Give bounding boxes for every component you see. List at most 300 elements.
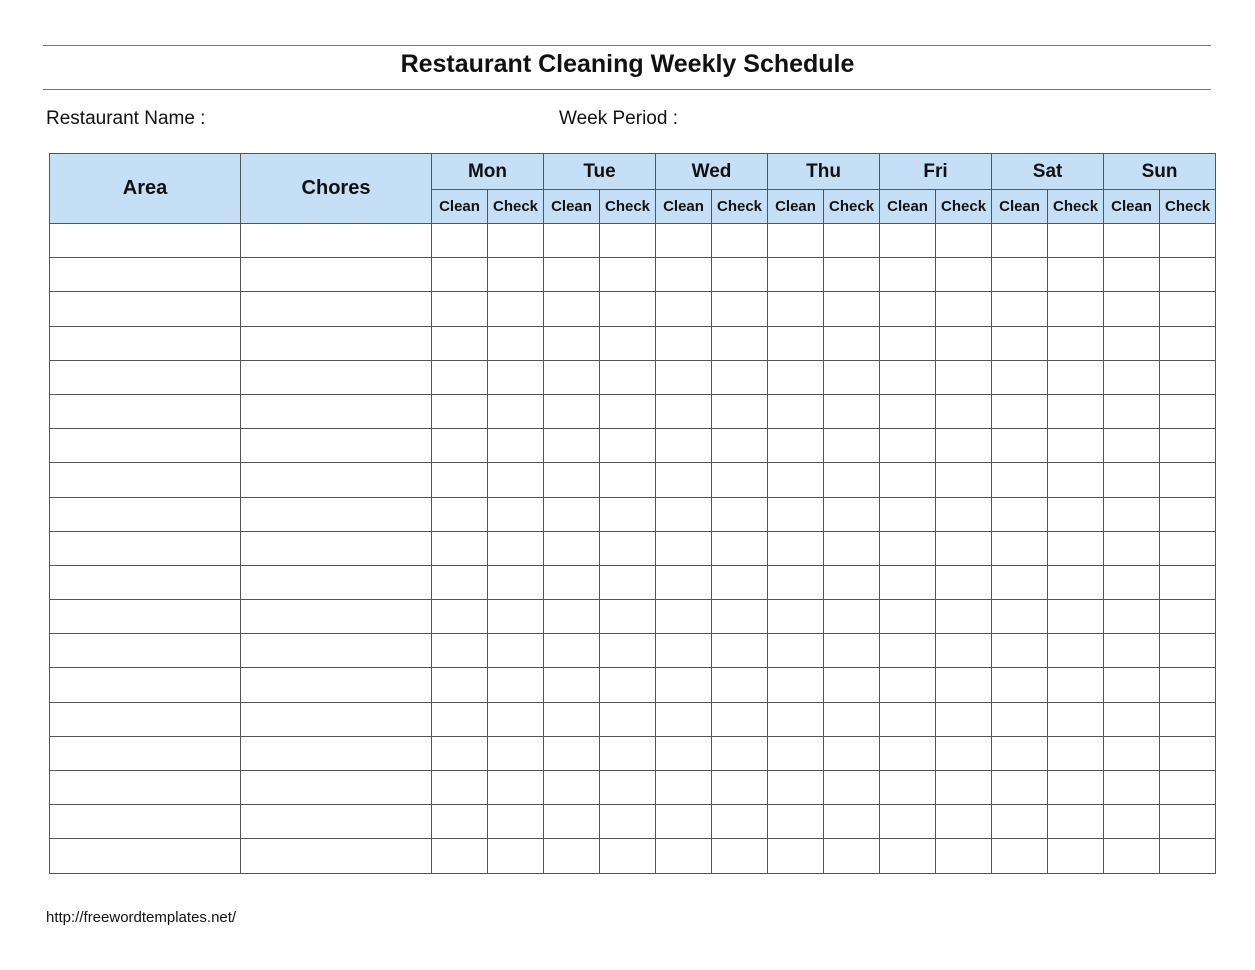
tue-clean-cell[interactable] [544, 805, 600, 839]
fri-check-cell[interactable] [936, 360, 992, 394]
sat-clean-cell[interactable] [992, 497, 1048, 531]
wed-clean-cell[interactable] [656, 565, 712, 599]
sat-check-cell[interactable] [1048, 736, 1104, 770]
fri-check-cell[interactable] [936, 736, 992, 770]
mon-check-cell[interactable] [488, 565, 544, 599]
sat-check-cell[interactable] [1048, 668, 1104, 702]
area-cell[interactable] [50, 771, 241, 805]
sat-clean-cell[interactable] [992, 565, 1048, 599]
area-cell[interactable] [50, 394, 241, 428]
sun-clean-cell[interactable] [1104, 429, 1160, 463]
sat-clean-cell[interactable] [992, 394, 1048, 428]
sat-check-cell[interactable] [1048, 600, 1104, 634]
chores-cell[interactable] [241, 736, 432, 770]
fri-check-cell[interactable] [936, 429, 992, 463]
chores-cell[interactable] [241, 634, 432, 668]
mon-check-cell[interactable] [488, 429, 544, 463]
sun-clean-cell[interactable] [1104, 258, 1160, 292]
area-cell[interactable] [50, 600, 241, 634]
sat-check-cell[interactable] [1048, 497, 1104, 531]
sat-clean-cell[interactable] [992, 634, 1048, 668]
sun-check-cell[interactable] [1160, 258, 1216, 292]
tue-check-cell[interactable] [600, 839, 656, 873]
chores-cell[interactable] [241, 668, 432, 702]
thu-check-cell[interactable] [824, 394, 880, 428]
mon-check-cell[interactable] [488, 736, 544, 770]
fri-clean-cell[interactable] [880, 702, 936, 736]
wed-clean-cell[interactable] [656, 326, 712, 360]
mon-check-cell[interactable] [488, 839, 544, 873]
sun-check-cell[interactable] [1160, 497, 1216, 531]
wed-clean-cell[interactable] [656, 497, 712, 531]
thu-check-cell[interactable] [824, 531, 880, 565]
thu-clean-cell[interactable] [768, 600, 824, 634]
sun-clean-cell[interactable] [1104, 839, 1160, 873]
sun-check-cell[interactable] [1160, 668, 1216, 702]
tue-check-cell[interactable] [600, 258, 656, 292]
mon-clean-cell[interactable] [432, 292, 488, 326]
tue-clean-cell[interactable] [544, 702, 600, 736]
tue-clean-cell[interactable] [544, 497, 600, 531]
thu-clean-cell[interactable] [768, 360, 824, 394]
sun-clean-cell[interactable] [1104, 600, 1160, 634]
tue-check-cell[interactable] [600, 771, 656, 805]
mon-clean-cell[interactable] [432, 839, 488, 873]
tue-check-cell[interactable] [600, 326, 656, 360]
sun-clean-cell[interactable] [1104, 326, 1160, 360]
wed-check-cell[interactable] [712, 258, 768, 292]
sat-check-cell[interactable] [1048, 258, 1104, 292]
mon-clean-cell[interactable] [432, 771, 488, 805]
sat-check-cell[interactable] [1048, 702, 1104, 736]
fri-clean-cell[interactable] [880, 326, 936, 360]
chores-cell[interactable] [241, 463, 432, 497]
fri-clean-cell[interactable] [880, 839, 936, 873]
mon-check-cell[interactable] [488, 634, 544, 668]
sat-clean-cell[interactable] [992, 702, 1048, 736]
area-cell[interactable] [50, 531, 241, 565]
sat-clean-cell[interactable] [992, 771, 1048, 805]
chores-cell[interactable] [241, 326, 432, 360]
chores-cell[interactable] [241, 394, 432, 428]
area-cell[interactable] [50, 429, 241, 463]
wed-check-cell[interactable] [712, 429, 768, 463]
wed-check-cell[interactable] [712, 360, 768, 394]
thu-check-cell[interactable] [824, 326, 880, 360]
sat-clean-cell[interactable] [992, 805, 1048, 839]
area-cell[interactable] [50, 839, 241, 873]
mon-clean-cell[interactable] [432, 326, 488, 360]
thu-check-cell[interactable] [824, 258, 880, 292]
fri-check-cell[interactable] [936, 258, 992, 292]
sat-clean-cell[interactable] [992, 224, 1048, 258]
thu-check-cell[interactable] [824, 736, 880, 770]
area-cell[interactable] [50, 497, 241, 531]
thu-check-cell[interactable] [824, 839, 880, 873]
thu-clean-cell[interactable] [768, 736, 824, 770]
tue-check-cell[interactable] [600, 600, 656, 634]
thu-check-cell[interactable] [824, 463, 880, 497]
mon-clean-cell[interactable] [432, 634, 488, 668]
sun-clean-cell[interactable] [1104, 531, 1160, 565]
tue-check-cell[interactable] [600, 463, 656, 497]
tue-clean-cell[interactable] [544, 224, 600, 258]
chores-cell[interactable] [241, 771, 432, 805]
mon-clean-cell[interactable] [432, 497, 488, 531]
sat-check-cell[interactable] [1048, 326, 1104, 360]
thu-check-cell[interactable] [824, 600, 880, 634]
tue-clean-cell[interactable] [544, 292, 600, 326]
thu-check-cell[interactable] [824, 360, 880, 394]
area-cell[interactable] [50, 736, 241, 770]
fri-check-cell[interactable] [936, 531, 992, 565]
chores-cell[interactable] [241, 258, 432, 292]
mon-check-cell[interactable] [488, 805, 544, 839]
sun-clean-cell[interactable] [1104, 224, 1160, 258]
wed-check-cell[interactable] [712, 497, 768, 531]
fri-clean-cell[interactable] [880, 736, 936, 770]
sun-clean-cell[interactable] [1104, 497, 1160, 531]
mon-clean-cell[interactable] [432, 394, 488, 428]
fri-check-cell[interactable] [936, 634, 992, 668]
fri-clean-cell[interactable] [880, 292, 936, 326]
tue-clean-cell[interactable] [544, 463, 600, 497]
chores-cell[interactable] [241, 429, 432, 463]
mon-check-cell[interactable] [488, 497, 544, 531]
wed-clean-cell[interactable] [656, 634, 712, 668]
thu-clean-cell[interactable] [768, 771, 824, 805]
tue-check-cell[interactable] [600, 429, 656, 463]
mon-check-cell[interactable] [488, 531, 544, 565]
mon-clean-cell[interactable] [432, 805, 488, 839]
tue-clean-cell[interactable] [544, 326, 600, 360]
thu-clean-cell[interactable] [768, 326, 824, 360]
fri-clean-cell[interactable] [880, 565, 936, 599]
wed-clean-cell[interactable] [656, 258, 712, 292]
mon-clean-cell[interactable] [432, 224, 488, 258]
fri-clean-cell[interactable] [880, 600, 936, 634]
wed-check-cell[interactable] [712, 839, 768, 873]
thu-clean-cell[interactable] [768, 634, 824, 668]
wed-clean-cell[interactable] [656, 224, 712, 258]
tue-clean-cell[interactable] [544, 736, 600, 770]
tue-check-cell[interactable] [600, 360, 656, 394]
tue-clean-cell[interactable] [544, 360, 600, 394]
tue-clean-cell[interactable] [544, 668, 600, 702]
chores-cell[interactable] [241, 360, 432, 394]
sat-check-cell[interactable] [1048, 805, 1104, 839]
wed-check-cell[interactable] [712, 600, 768, 634]
sun-check-cell[interactable] [1160, 224, 1216, 258]
fri-check-cell[interactable] [936, 702, 992, 736]
tue-clean-cell[interactable] [544, 600, 600, 634]
tue-check-cell[interactable] [600, 531, 656, 565]
tue-check-cell[interactable] [600, 224, 656, 258]
sat-clean-cell[interactable] [992, 258, 1048, 292]
tue-check-cell[interactable] [600, 668, 656, 702]
thu-clean-cell[interactable] [768, 224, 824, 258]
wed-check-cell[interactable] [712, 224, 768, 258]
thu-check-cell[interactable] [824, 805, 880, 839]
fri-check-cell[interactable] [936, 600, 992, 634]
sat-check-cell[interactable] [1048, 771, 1104, 805]
wed-check-cell[interactable] [712, 805, 768, 839]
thu-clean-cell[interactable] [768, 292, 824, 326]
fri-clean-cell[interactable] [880, 224, 936, 258]
wed-check-cell[interactable] [712, 634, 768, 668]
sat-check-cell[interactable] [1048, 634, 1104, 668]
sun-check-cell[interactable] [1160, 805, 1216, 839]
sun-check-cell[interactable] [1160, 634, 1216, 668]
thu-check-cell[interactable] [824, 702, 880, 736]
thu-check-cell[interactable] [824, 497, 880, 531]
sun-clean-cell[interactable] [1104, 394, 1160, 428]
area-cell[interactable] [50, 668, 241, 702]
chores-cell[interactable] [241, 839, 432, 873]
area-cell[interactable] [50, 805, 241, 839]
mon-check-cell[interactable] [488, 258, 544, 292]
area-cell[interactable] [50, 258, 241, 292]
tue-clean-cell[interactable] [544, 531, 600, 565]
mon-clean-cell[interactable] [432, 429, 488, 463]
thu-clean-cell[interactable] [768, 565, 824, 599]
sun-check-cell[interactable] [1160, 600, 1216, 634]
wed-clean-cell[interactable] [656, 600, 712, 634]
area-cell[interactable] [50, 360, 241, 394]
mon-clean-cell[interactable] [432, 565, 488, 599]
chores-cell[interactable] [241, 565, 432, 599]
fri-clean-cell[interactable] [880, 463, 936, 497]
sat-clean-cell[interactable] [992, 463, 1048, 497]
thu-clean-cell[interactable] [768, 839, 824, 873]
sat-check-cell[interactable] [1048, 429, 1104, 463]
wed-clean-cell[interactable] [656, 702, 712, 736]
tue-clean-cell[interactable] [544, 394, 600, 428]
wed-check-cell[interactable] [712, 326, 768, 360]
mon-check-cell[interactable] [488, 394, 544, 428]
fri-check-cell[interactable] [936, 497, 992, 531]
mon-clean-cell[interactable] [432, 463, 488, 497]
wed-check-cell[interactable] [712, 668, 768, 702]
wed-clean-cell[interactable] [656, 394, 712, 428]
sat-clean-cell[interactable] [992, 839, 1048, 873]
fri-clean-cell[interactable] [880, 497, 936, 531]
sat-check-cell[interactable] [1048, 224, 1104, 258]
fri-check-cell[interactable] [936, 565, 992, 599]
thu-check-cell[interactable] [824, 429, 880, 463]
tue-check-cell[interactable] [600, 394, 656, 428]
thu-check-cell[interactable] [824, 634, 880, 668]
fri-clean-cell[interactable] [880, 429, 936, 463]
fri-clean-cell[interactable] [880, 805, 936, 839]
mon-check-cell[interactable] [488, 600, 544, 634]
tue-check-cell[interactable] [600, 634, 656, 668]
wed-check-cell[interactable] [712, 394, 768, 428]
tue-clean-cell[interactable] [544, 565, 600, 599]
sun-check-cell[interactable] [1160, 429, 1216, 463]
area-cell[interactable] [50, 702, 241, 736]
wed-clean-cell[interactable] [656, 736, 712, 770]
wed-check-cell[interactable] [712, 736, 768, 770]
thu-clean-cell[interactable] [768, 805, 824, 839]
mon-clean-cell[interactable] [432, 531, 488, 565]
tue-clean-cell[interactable] [544, 634, 600, 668]
sun-clean-cell[interactable] [1104, 805, 1160, 839]
fri-clean-cell[interactable] [880, 394, 936, 428]
wed-check-cell[interactable] [712, 702, 768, 736]
thu-check-cell[interactable] [824, 771, 880, 805]
fri-clean-cell[interactable] [880, 771, 936, 805]
sun-check-cell[interactable] [1160, 702, 1216, 736]
sat-check-cell[interactable] [1048, 531, 1104, 565]
fri-clean-cell[interactable] [880, 634, 936, 668]
tue-clean-cell[interactable] [544, 429, 600, 463]
area-cell[interactable] [50, 224, 241, 258]
wed-clean-cell[interactable] [656, 805, 712, 839]
sun-clean-cell[interactable] [1104, 634, 1160, 668]
tue-clean-cell[interactable] [544, 258, 600, 292]
sun-clean-cell[interactable] [1104, 292, 1160, 326]
chores-cell[interactable] [241, 497, 432, 531]
sat-check-cell[interactable] [1048, 463, 1104, 497]
fri-clean-cell[interactable] [880, 668, 936, 702]
sat-clean-cell[interactable] [992, 292, 1048, 326]
area-cell[interactable] [50, 326, 241, 360]
wed-clean-cell[interactable] [656, 463, 712, 497]
tue-check-cell[interactable] [600, 736, 656, 770]
fri-check-cell[interactable] [936, 394, 992, 428]
mon-clean-cell[interactable] [432, 702, 488, 736]
mon-check-cell[interactable] [488, 360, 544, 394]
sat-check-cell[interactable] [1048, 565, 1104, 599]
sat-clean-cell[interactable] [992, 531, 1048, 565]
sat-clean-cell[interactable] [992, 668, 1048, 702]
thu-check-cell[interactable] [824, 292, 880, 326]
tue-check-cell[interactable] [600, 702, 656, 736]
area-cell[interactable] [50, 292, 241, 326]
wed-clean-cell[interactable] [656, 668, 712, 702]
mon-clean-cell[interactable] [432, 258, 488, 292]
thu-clean-cell[interactable] [768, 258, 824, 292]
fri-check-cell[interactable] [936, 326, 992, 360]
sun-check-cell[interactable] [1160, 565, 1216, 599]
fri-clean-cell[interactable] [880, 531, 936, 565]
mon-check-cell[interactable] [488, 771, 544, 805]
wed-check-cell[interactable] [712, 292, 768, 326]
chores-cell[interactable] [241, 531, 432, 565]
fri-check-cell[interactable] [936, 668, 992, 702]
fri-clean-cell[interactable] [880, 360, 936, 394]
tue-clean-cell[interactable] [544, 771, 600, 805]
wed-clean-cell[interactable] [656, 360, 712, 394]
chores-cell[interactable] [241, 702, 432, 736]
wed-clean-cell[interactable] [656, 839, 712, 873]
sat-check-cell[interactable] [1048, 360, 1104, 394]
sat-check-cell[interactable] [1048, 394, 1104, 428]
wed-clean-cell[interactable] [656, 531, 712, 565]
thu-clean-cell[interactable] [768, 702, 824, 736]
sun-check-cell[interactable] [1160, 292, 1216, 326]
sun-clean-cell[interactable] [1104, 702, 1160, 736]
mon-clean-cell[interactable] [432, 668, 488, 702]
thu-check-cell[interactable] [824, 565, 880, 599]
thu-check-cell[interactable] [824, 224, 880, 258]
mon-clean-cell[interactable] [432, 360, 488, 394]
mon-check-cell[interactable] [488, 292, 544, 326]
sun-check-cell[interactable] [1160, 394, 1216, 428]
sun-check-cell[interactable] [1160, 531, 1216, 565]
fri-clean-cell[interactable] [880, 258, 936, 292]
area-cell[interactable] [50, 463, 241, 497]
sat-clean-cell[interactable] [992, 326, 1048, 360]
sat-clean-cell[interactable] [992, 600, 1048, 634]
tue-clean-cell[interactable] [544, 839, 600, 873]
chores-cell[interactable] [241, 600, 432, 634]
sun-check-cell[interactable] [1160, 839, 1216, 873]
wed-check-cell[interactable] [712, 531, 768, 565]
fri-check-cell[interactable] [936, 839, 992, 873]
tue-check-cell[interactable] [600, 292, 656, 326]
thu-clean-cell[interactable] [768, 531, 824, 565]
footer-url[interactable]: http://freewordtemplates.net/ [46, 909, 237, 926]
mon-clean-cell[interactable] [432, 736, 488, 770]
sun-clean-cell[interactable] [1104, 463, 1160, 497]
wed-clean-cell[interactable] [656, 429, 712, 463]
mon-check-cell[interactable] [488, 326, 544, 360]
wed-check-cell[interactable] [712, 463, 768, 497]
tue-check-cell[interactable] [600, 497, 656, 531]
sun-clean-cell[interactable] [1104, 736, 1160, 770]
fri-check-cell[interactable] [936, 224, 992, 258]
wed-check-cell[interactable] [712, 565, 768, 599]
sat-check-cell[interactable] [1048, 839, 1104, 873]
fri-check-cell[interactable] [936, 771, 992, 805]
mon-check-cell[interactable] [488, 224, 544, 258]
thu-clean-cell[interactable] [768, 463, 824, 497]
sat-clean-cell[interactable] [992, 360, 1048, 394]
area-cell[interactable] [50, 634, 241, 668]
sun-check-cell[interactable] [1160, 463, 1216, 497]
fri-check-cell[interactable] [936, 292, 992, 326]
sun-clean-cell[interactable] [1104, 360, 1160, 394]
wed-clean-cell[interactable] [656, 771, 712, 805]
sun-clean-cell[interactable] [1104, 565, 1160, 599]
fri-check-cell[interactable] [936, 805, 992, 839]
thu-clean-cell[interactable] [768, 668, 824, 702]
area-cell[interactable] [50, 565, 241, 599]
mon-check-cell[interactable] [488, 668, 544, 702]
sun-clean-cell[interactable] [1104, 668, 1160, 702]
mon-clean-cell[interactable] [432, 600, 488, 634]
sat-clean-cell[interactable] [992, 736, 1048, 770]
sat-clean-cell[interactable] [992, 429, 1048, 463]
tue-check-cell[interactable] [600, 565, 656, 599]
fri-check-cell[interactable] [936, 463, 992, 497]
wed-check-cell[interactable] [712, 771, 768, 805]
sun-check-cell[interactable] [1160, 326, 1216, 360]
chores-cell[interactable] [241, 292, 432, 326]
sun-clean-cell[interactable] [1104, 771, 1160, 805]
sat-check-cell[interactable] [1048, 292, 1104, 326]
thu-clean-cell[interactable] [768, 394, 824, 428]
thu-check-cell[interactable] [824, 668, 880, 702]
mon-check-cell[interactable] [488, 463, 544, 497]
sun-check-cell[interactable] [1160, 771, 1216, 805]
thu-clean-cell[interactable] [768, 429, 824, 463]
thu-clean-cell[interactable] [768, 497, 824, 531]
sun-check-cell[interactable] [1160, 736, 1216, 770]
sun-check-cell[interactable] [1160, 360, 1216, 394]
